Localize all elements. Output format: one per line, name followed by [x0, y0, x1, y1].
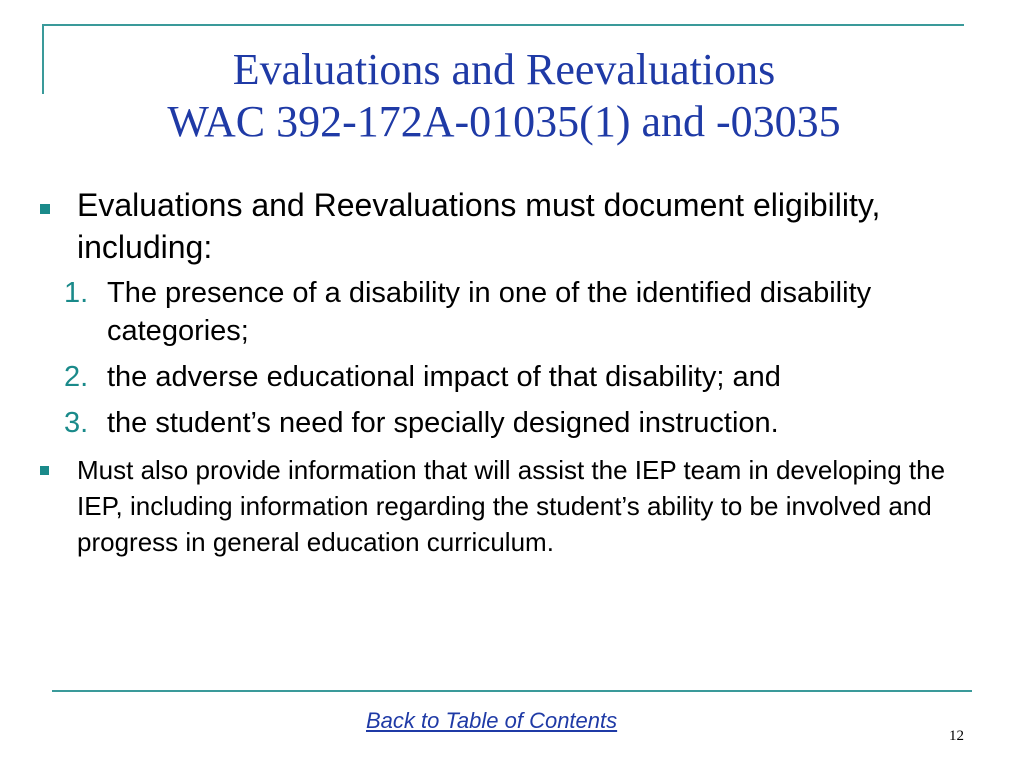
list-number: 3.	[64, 407, 89, 439]
bullet-iep-info	[40, 452, 980, 560]
slide-title	[44, 44, 964, 148]
bullet-eligibility	[40, 184, 980, 268]
slide-content	[40, 184, 980, 560]
page-number: 12	[949, 728, 964, 744]
list-item	[40, 358, 980, 396]
list-item	[40, 404, 980, 442]
square-bullet-icon	[40, 466, 49, 475]
bullet-eligibility-text: Evaluations and Reevaluations must document eligibility, including:	[77, 187, 881, 265]
list-number: 2.	[64, 361, 89, 393]
square-bullet-icon	[40, 204, 50, 214]
list-item-text: the student’s need for specially designed instruction.	[107, 407, 779, 439]
frame-top-line	[42, 24, 964, 26]
list-item	[40, 274, 980, 350]
slide-title-line1: Evaluations and Reevaluations	[232, 45, 776, 94]
bullet-iep-info-text: Must also provide information that will assist the IEP team in developing the IEP, including information regarding the student’s ability to be involved and progress in general education curriculum.	[77, 455, 946, 557]
list-item-text: The presence of a disability in one of the identified disability categories;	[107, 277, 872, 347]
list-item-text: the adverse educational impact of that disability; and	[107, 361, 781, 393]
numbered-list	[40, 274, 980, 442]
back-to-toc-link[interactable]: Back to Table of Contents	[366, 708, 618, 733]
slide-title-line2: WAC 392-172A-01035(1) and -03035	[167, 97, 841, 146]
list-number: 1.	[64, 277, 89, 309]
footer-divider	[52, 690, 972, 692]
